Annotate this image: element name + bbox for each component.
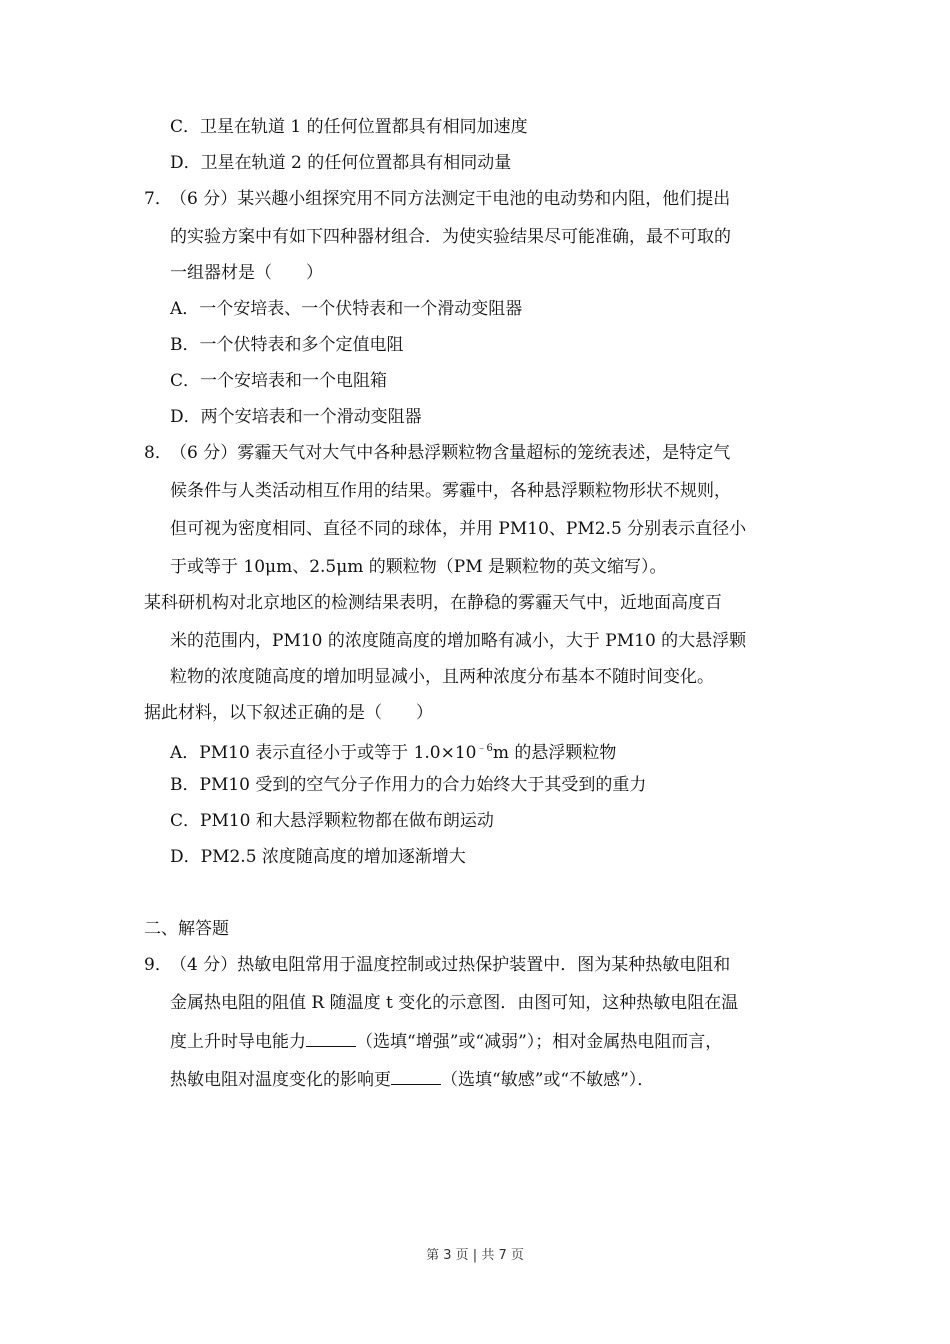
option-label: D． [170, 847, 201, 867]
q8-stem-2: 候条件与人类活动相互作用的结果。雾霾中，各种悬浮颗粒物形状不规则， [170, 481, 731, 501]
option-label: A． [170, 299, 200, 319]
q8-para2-2: 米的范围内，PM10 的浓度随高度的增加略有减小，大于 PM10 的大悬浮颗 [170, 631, 747, 651]
q6-option-d [170, 152, 511, 174]
exponent: ﹣6 [476, 743, 493, 754]
q7-number: 7． [144, 189, 172, 209]
q8-option-c [170, 810, 494, 832]
option-text: PM10 表示直径小于或等于 1.0×10 [199, 743, 477, 763]
q8-stem-4: 于或等于 10μm、2.5μm 的颗粒物（PM 是颗粒物的英文缩写）。 [170, 557, 667, 577]
q9-stem-1: （4 分）热敏电阻常用于温度控制或过热保护装置中．图为某种热敏电阻和 [170, 955, 731, 975]
option-text: 一个安培表和一个电阻箱 [200, 371, 388, 391]
option-label: C． [170, 117, 201, 137]
q7-stem-1: （6 分）某兴趣小组探究用不同方法测定干电池的电动势和内阻，他们提出 [170, 189, 731, 209]
option-label: C． [170, 371, 201, 391]
answer-blank-2[interactable] [391, 1068, 441, 1085]
q8-stem-1: （6 分）雾霾天气对大气中各种悬浮颗粒物含量超标的笼统表述，是特定气 [170, 443, 731, 463]
q8-para2-1: 某科研机构对北京地区的检测结果表明，在静稳的雾霾天气中，近地面高度百 [144, 593, 722, 613]
q8-option-a [170, 738, 616, 764]
q9-text: （选填“敏感”或“不敏感”）． [441, 1070, 655, 1090]
option-text: 一个安培表、一个伏特表和一个滑动变阻器 [199, 299, 523, 319]
option-label: C． [170, 811, 201, 831]
q8-stem-3: 但可视为密度相同、直径不同的球体，并用 PM10、PM2.5 分别表示直径小 [170, 519, 747, 539]
q6-option-c [170, 116, 528, 138]
q7-option-b [170, 334, 404, 356]
q8-number: 8． [144, 443, 172, 463]
option-text: PM10 和大悬浮颗粒物都在做布朗运动 [200, 811, 494, 831]
q8-option-b [170, 774, 646, 796]
q8-para2-3: 粒物的浓度随高度的增加明显减小，且两种浓度分布基本不随时间变化。 [170, 667, 714, 687]
q9-text: （选填“增强”或“减弱”）；相对金属热电阻而言， [356, 1032, 723, 1052]
q8-para3: 据此材料，以下叙述正确的是（ ） [144, 703, 433, 723]
q8-option-d [170, 846, 466, 868]
q9-stem-4 [170, 1068, 654, 1091]
q9-number: 9． [144, 955, 172, 975]
q9-stem-2: 金属热电阻的阻值 R 随温度 t 变化的示意图．由图可知，这种热敏电阻在温 [170, 993, 739, 1013]
option-text: 卫星在轨道 1 的任何位置都具有相同加速度 [200, 117, 528, 137]
option-text-tail: m 的悬浮颗粒物 [492, 743, 617, 763]
q7-option-a [170, 298, 522, 320]
q7-stem-2: 的实验方案中有如下四种器材组合．为使实验结果尽可能准确，最不可取的 [170, 227, 731, 247]
option-text: PM10 受到的空气分子作用力的合力始终大于其受到的重力 [199, 775, 647, 795]
option-label: D． [170, 153, 201, 173]
q9-text: 度上升时导电能力 [170, 1032, 306, 1052]
answer-blank-1[interactable] [306, 1030, 356, 1047]
option-text: 卫星在轨道 2 的任何位置都具有相同动量 [200, 153, 512, 173]
page-footer: 第 3 页 | 共 7 页 [426, 1248, 524, 1263]
q7-stem-3: 一组器材是（ ） [170, 263, 323, 283]
option-label: D． [170, 407, 201, 427]
option-text: 一个伏特表和多个定值电阻 [199, 335, 404, 355]
option-label: B． [170, 775, 200, 795]
section-title: 二、解答题 [144, 919, 229, 939]
q9-stem-3 [170, 1030, 722, 1053]
option-label: B． [170, 335, 200, 355]
option-label: A． [170, 743, 200, 763]
q9-text: 热敏电阻对温度变化的影响更 [170, 1070, 391, 1090]
option-text: 两个安培表和一个滑动变阻器 [200, 407, 422, 427]
q7-option-d [170, 406, 422, 428]
q7-option-c [170, 370, 387, 392]
option-text: PM2.5 浓度随高度的增加逐渐增大 [200, 847, 466, 867]
